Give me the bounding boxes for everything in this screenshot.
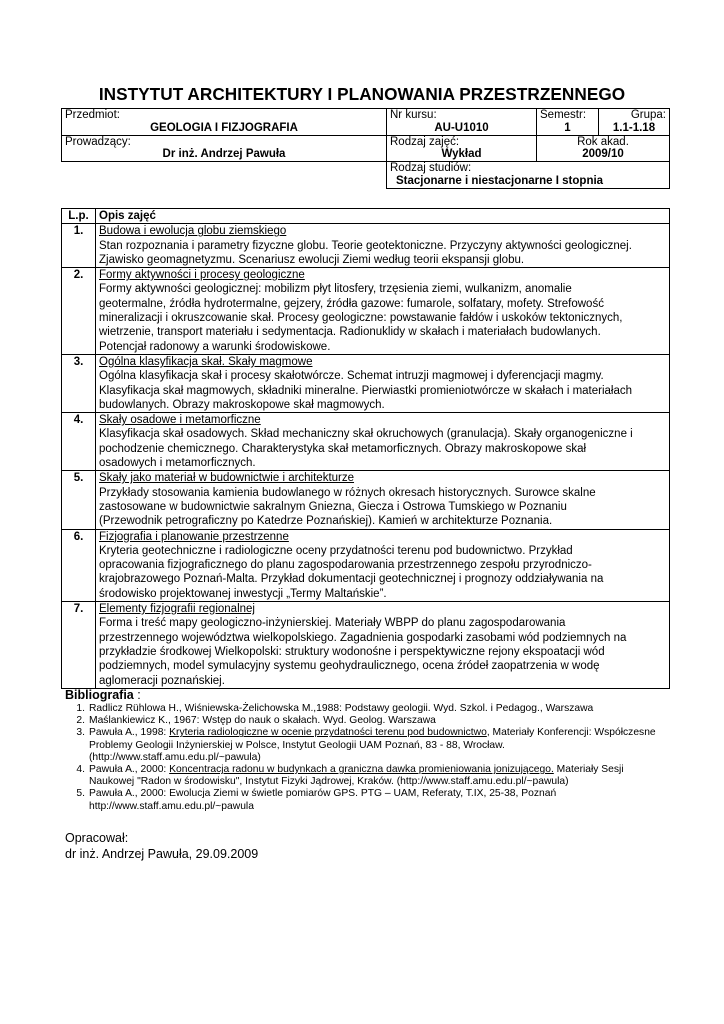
lecturer-value: Dr inż. Andrzej Pawuła: [162, 148, 286, 161]
topic-text-line: Kryteria geotechniczne i radiologiczne oceny przydatności terenu pod budownictwo. Przykład: [99, 544, 573, 557]
topic-text-line: opracowania fizjograficznego do planu zagospodarowania przestrzennego zespołu przyrodniczo-: [99, 559, 592, 572]
topic-text-line: budowlanych. Obrazy makroskopowe skał magmowych.: [99, 398, 385, 411]
bibliography-item-number: 4.: [76, 764, 85, 776]
bibliography-item: [65, 764, 665, 788]
topic-description: [96, 413, 670, 471]
bibliography-item: [65, 727, 665, 764]
topic-description: [96, 471, 670, 529]
topic-row: [62, 413, 670, 471]
page-title: INSTYTUT ARCHITEKTURY I PLANOWANIA PRZESTRZENNEGO: [98, 84, 626, 104]
bibliography-item-source: , Materiały Konferencji: Współczesne Problemy Geologii Inżynierskiej w Polsce, Instytut Geologii UAM Poznań, 83 - 88, Wrocław. (http://www.staff.amu.edu.pl/~pawula): [89, 727, 656, 763]
lecturer-cell: [62, 135, 387, 162]
topic-title: Formy aktywności i procesy geologiczne: [99, 269, 305, 282]
prepared-by-label: Opracował:: [65, 831, 129, 845]
topic-text-line: Przykłady stosowania kamienia budowlanego w różnych okresach historycznych. Surowce skalne: [99, 486, 596, 499]
topic-text-line: osadowych i metamorficznych.: [99, 457, 256, 470]
bibliography-item-text: Pawuła A., 2000: Ewolucja Ziemi w świetle pomiarów GPS. PTG – UAM, Referaty, T.IX, 25-38, Poznań http://www.staff.amu.edu.pl/~pawula: [89, 788, 557, 812]
topic-number: 3.: [62, 354, 96, 412]
topic-row: [62, 268, 670, 355]
topic-row: [62, 354, 670, 412]
topic-row: [62, 602, 670, 689]
topic-text-line: Klasyfikacja skał magmowych, składniki mineralne. Pierwiastki promieniotwórcze w skałach i materiałach: [99, 384, 633, 397]
course-number-cell: [387, 109, 537, 136]
semester-value: 1: [564, 121, 571, 134]
topic-number: 2.: [62, 268, 96, 355]
bibliography-item: [65, 788, 665, 812]
bibliography-item-title: Koncentracja radonu w budynkach a graniczna dawka promieniowania jonizującego.: [169, 764, 554, 776]
group-label: Grupa:: [630, 109, 666, 121]
topic-description: [96, 354, 670, 412]
bibliography-item: [65, 715, 665, 727]
lp-header: L.p.: [62, 209, 96, 224]
topic-number: 1.: [62, 224, 96, 268]
topic-text-line: geotermalne, źródła hydrotermalne, gejzery, źródła gazowe: fumarole, solfatary, mofety. Strefowość: [99, 297, 604, 310]
description-header: Opis zajęć: [96, 209, 670, 224]
topic-row: [62, 529, 670, 601]
topic-text-line: krajobrazowego Poznań-Malta. Przykład dokumentacji geotechnicznej i prognozy oddziaływania na: [99, 573, 604, 586]
topic-number: 5.: [62, 471, 96, 529]
topic-text-line: (Przewodnik petrograficzny po Katedrze Poznańskiej). Kamień w architekturze Poznania.: [99, 515, 553, 528]
bibliography-item-text: Pawuła A., 1998:: [89, 727, 170, 739]
topic-text-line: Zjawisko geomagnetyzmu. Scenariusz ewolucji Ziemi według teorii ekspansji globu.: [99, 253, 525, 266]
subject-label: Przedmiot:: [65, 109, 120, 121]
prepared-by: [65, 830, 258, 862]
topic-title: Skały jako materiał w budownictwie i architekturze: [99, 472, 355, 485]
topic-description: [96, 224, 670, 268]
semester-cell: [537, 109, 599, 136]
topic-row: [62, 471, 670, 529]
topic-text-line: pochodzenie chemicznego. Charakterystyka skał metamorficznych. Obrazy makroskopowe skał: [99, 442, 587, 455]
topic-description: [96, 602, 670, 689]
topic-title: Fizjografia i planowanie przestrzenne: [99, 530, 289, 543]
lecturer-label: Prowadzący:: [65, 135, 131, 148]
bibliography-item-number: 2.: [76, 715, 85, 727]
topic-text-line: Potencjał radonowy a warunki środowiskowe.: [99, 340, 331, 353]
bibliography-item-text: Radlicz Rühlowa H., Wiśniewska-Żelichowska M.,1988: Podstawy geologii. Wyd. Szkol. i Pedagog., Warszawa: [89, 703, 594, 714]
semester-label: Semestr:: [540, 109, 587, 121]
bibliography-item-source: Materiały Sesji Naukowej "Radon w środowisku", Instytut Fizyki Jądrowej, Kraków. (http://www.staff.amu.edu.pl/~pawula): [89, 764, 624, 788]
class-type-cell: [387, 135, 537, 162]
topic-text-line: podziemnych, model symulacyjny systemu geohydraulicznego, ocena źródeł zaopatrzenia w wodę: [99, 660, 600, 673]
topic-text-line: Klasyfikacja skał osadowych. Skład mechaniczny skał okruchowych (granulacja). Skały organogeniczne i: [99, 428, 633, 441]
topic-text-line: wietrzenie, transport materiału i sedymentacja. Radionuklidy w skałach i materiałach budowlanych.: [99, 326, 601, 339]
topic-text-line: aglomeracji poznańskiej.: [99, 674, 225, 687]
topic-number: 7.: [62, 602, 96, 689]
topic-title: Elementy fizjografii regionalnej: [99, 603, 255, 616]
topic-text-line: przykładzie środkowej Wielkopolski: struktury wodonośne i perspektywiczne rejony ekspoatacji wód: [99, 645, 605, 658]
group-value: 1.1-1.18: [612, 121, 656, 134]
group-cell: [599, 109, 670, 136]
academic-year-label: Rok akad.: [577, 135, 629, 148]
topic-text-line: mineralizacji i okruszcowanie skał. Procesy geologiczne: powstawanie fałdów i uskoków tektonicznych,: [99, 312, 623, 325]
bibliography-list: [65, 703, 665, 813]
study-type-cell: [387, 162, 670, 189]
bibliography-item-text: Pawuła A., 2000:: [89, 764, 170, 776]
bibliography-item-number: 5.: [76, 788, 85, 800]
bibliography-item-text: Maślankiewicz K., 1967: Wstęp do nauk o skałach. Wyd. Geolog. Warszawa: [89, 715, 436, 727]
course-number-value: AU-U1010: [434, 121, 489, 134]
subject-cell: [62, 109, 387, 136]
study-type-value: Stacjonarne i niestacjonarne I stopnia: [396, 174, 604, 187]
topic-text-line: Forma i treść mapy geologiczno-inżynierskiej. Materiały WBPP do planu zagospodarowania: [99, 617, 566, 630]
bibliography-heading: Bibliografia :: [65, 688, 141, 702]
academic-year-value: 2009/10: [582, 148, 624, 161]
bibliography-item-title: Kryteria radiologiczne w ocenie przydatności terenu pod budownictwo: [169, 727, 487, 739]
topic-text-line: środowisko projektowanej inwestycji „Termy Maltańskie”.: [99, 587, 387, 600]
topic-title: Skały osadowe i metamorficzne: [99, 414, 261, 427]
bibliography: [65, 688, 665, 813]
bibliography-item-number: 1.: [76, 703, 85, 714]
course-number-label: Nr kursu:: [390, 109, 437, 121]
topic-description: [96, 268, 670, 355]
prepared-by-value: dr inż. Andrzej Pawuła, 29.09.2009: [65, 847, 259, 861]
topic-title: Ogólna klasyfikacja skał. Skały magmowe: [99, 355, 313, 368]
course-info-table: [61, 108, 670, 189]
class-type-value: Wykład: [441, 148, 482, 161]
topic-number: 6.: [62, 529, 96, 601]
subject-value: GEOLOGIA I FIZJOGRAFIA: [150, 121, 298, 134]
study-type-label: Rodzaj studiów:: [390, 162, 472, 175]
topic-description: [96, 529, 670, 601]
topic-text-line: Ogólna klasyfikacja skał i procesy skałotwórcze. Schemat intruzji magmowej i dyferencjacji magmy.: [99, 370, 604, 383]
topic-text-line: Formy aktywności geologicznej: mobilizm płyt litosfery, trzęsienia ziemi, wulkanizm, anomalie: [99, 283, 572, 296]
academic-year-cell: [537, 135, 670, 162]
class-type-label: Rodzaj zajęć:: [390, 135, 460, 148]
topics-table: [61, 208, 670, 689]
topic-text-line: przestrzennego województwa wielkopolskiego. Zagadnienia gospodarki zasobami wód podziemnych na: [99, 631, 627, 644]
topic-row: [62, 224, 670, 268]
topic-title: Budowa i ewolucja globu ziemskiego: [99, 225, 287, 238]
topic-number: 4.: [62, 413, 96, 471]
topic-text-line: Stan rozpoznania i parametry fizyczne globu. Teorie geotektoniczne. Przyczyny aktywności geologicznej.: [99, 239, 632, 252]
topic-text-line: zastosowane w budownictwie sakralnym Gniezna, Giecza i Ostrowa Tumskiego w Poznaniu: [99, 500, 567, 513]
bibliography-item-number: 3.: [76, 727, 85, 739]
bibliography-item: [65, 703, 665, 715]
